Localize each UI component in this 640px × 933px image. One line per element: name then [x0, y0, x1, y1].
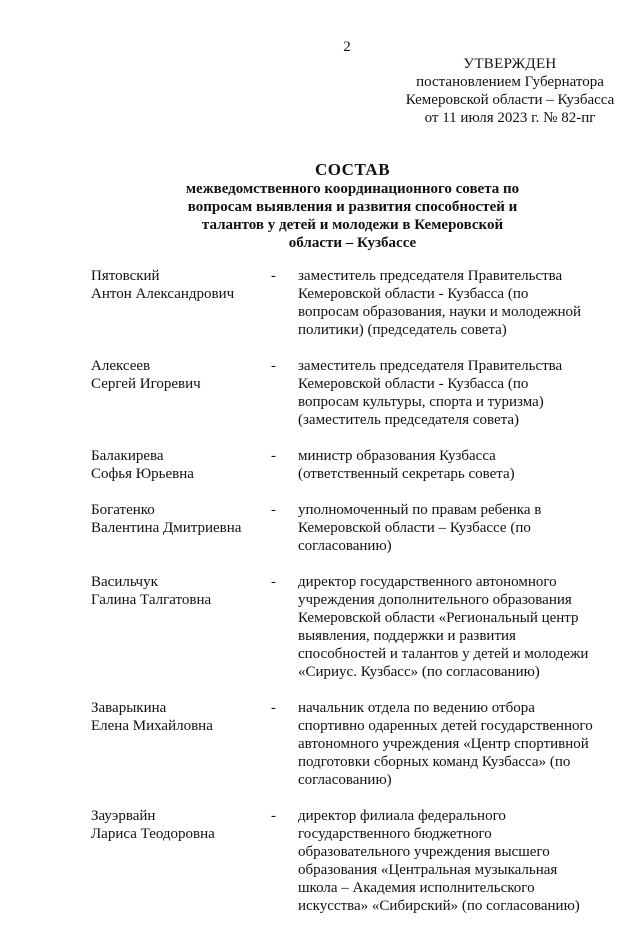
document-subtitle-line: вопросам выявления и развития способностей и — [187, 199, 518, 215]
member-dash: - — [271, 700, 276, 716]
member-role — [293, 447, 588, 483]
document-heading — [150, 160, 555, 252]
member-role-line: государственного бюджетного — [298, 826, 492, 842]
member-role-line: образовательного учреждения высшего — [298, 844, 550, 860]
member-role — [293, 501, 588, 555]
member-role-line: директор государственного автономного — [298, 574, 557, 590]
member-role-line: министр образования Кузбасса — [298, 448, 496, 464]
member-role-line: учреждения дополнительного образования — [298, 592, 572, 608]
member-role-line: согласованию) — [298, 772, 392, 788]
approval-line: постановлением Губернатора — [416, 74, 604, 90]
member-role-line: образования «Центральная музыкальная — [298, 862, 558, 878]
member-surname: Зауэрвайн — [91, 808, 156, 824]
member-given-name: Сергей Игоревич — [91, 376, 201, 392]
member-role-line: заместитель председателя Правительства — [298, 358, 563, 374]
member-role-line: Кемеровской области - Кузбасса (по — [298, 376, 529, 392]
member-role-line: искусства» «Сибирский» (по согласованию) — [298, 898, 580, 914]
member-role-line: политики) (председатель совета) — [298, 322, 507, 338]
member-given-name: Елена Михайловна — [91, 718, 213, 734]
page-number: 2 — [343, 39, 351, 55]
member-dash: - — [271, 502, 276, 518]
member-role — [293, 357, 588, 429]
member-surname: Пятовский — [91, 268, 160, 284]
member-role-line: (заместитель председателя совета) — [298, 412, 520, 428]
member-given-name: Антон Александрович — [91, 286, 235, 302]
member-entry — [91, 699, 611, 789]
member-role — [293, 573, 588, 681]
member-role-line: уполномоченный по правам ребенка в — [298, 502, 542, 518]
member-role-line: автономного учреждения «Центр спортивной — [298, 736, 589, 752]
member-entry — [91, 447, 611, 483]
member-entry — [91, 807, 611, 915]
approval-line: от 11 июля 2023 г. № 82-пг — [424, 110, 596, 126]
member-role-line: согласованию) — [298, 538, 392, 554]
member-role-line: школа – Академия исполнительского — [298, 880, 535, 896]
member-dash: - — [271, 448, 276, 464]
member-surname: Алексеев — [91, 358, 151, 374]
member-dash: - — [271, 268, 276, 284]
member-entry — [91, 501, 611, 555]
document-subtitle-line: талантов у детей и молодежи в Кемеровской — [201, 217, 504, 233]
member-role-line: Кемеровской области «Региональный центр — [298, 610, 579, 626]
member-role-line: директор филиала федерального — [298, 808, 506, 824]
member-role-line: спортивно одаренных детей государственного — [298, 718, 593, 734]
member-given-name: Софья Юрьевна — [91, 466, 194, 482]
members-list — [91, 267, 611, 933]
member-surname: Васильчук — [91, 574, 158, 590]
member-role-line: Кемеровской области - Кузбасса (по — [298, 286, 529, 302]
member-surname: Богатенко — [91, 502, 155, 518]
member-role — [293, 267, 588, 339]
member-given-name: Лариса Теодоровна — [91, 826, 215, 842]
member-surname: Заварыкина — [91, 700, 167, 716]
member-entry — [91, 573, 611, 681]
member-given-name: Валентина Дмитриевна — [91, 520, 242, 536]
member-role — [293, 699, 593, 789]
approval-title: УТВЕРЖДЕН — [463, 56, 557, 72]
member-entry — [91, 267, 611, 339]
member-name — [91, 573, 266, 681]
member-role-line: способностей и талантов у детей и молодежи — [298, 646, 589, 662]
approval-block — [360, 55, 640, 127]
member-name — [91, 447, 266, 483]
member-role — [293, 807, 588, 915]
document-subtitle-line: области – Кузбассе — [288, 235, 417, 251]
member-role-line: вопросам культуры, спорта и туризма) — [298, 394, 544, 410]
member-name — [91, 501, 266, 555]
document-title: СОСТАВ — [314, 160, 391, 179]
member-name — [91, 357, 266, 429]
member-dash: - — [271, 358, 276, 374]
member-role-line: вопросам образования, науки и молодежной — [298, 304, 582, 320]
member-dash: - — [271, 574, 276, 590]
member-role-line: начальник отдела по ведению отбора — [298, 700, 535, 716]
member-name — [91, 807, 266, 915]
member-entry — [91, 357, 611, 429]
member-name — [91, 699, 266, 789]
member-given-name: Галина Талгатовна — [91, 592, 212, 608]
member-role-line: подготовки сборных команд Кузбасса» (по — [298, 754, 571, 770]
member-role-line: Кемеровской области – Кузбассе (по — [298, 520, 531, 536]
member-surname: Балакирева — [91, 448, 164, 464]
document-subtitle-line: межведомственного координационного совета по — [185, 181, 520, 197]
member-role-line: «Сириус. Кузбасс» (по согласованию) — [298, 664, 540, 680]
member-role-line: (ответственный секретарь совета) — [298, 466, 515, 482]
member-dash: - — [271, 808, 276, 824]
member-role-line: заместитель председателя Правительства — [298, 268, 563, 284]
member-role-line: выявления, поддержки и развития — [298, 628, 516, 644]
approval-line: Кемеровской области – Кузбасса — [405, 92, 615, 108]
member-name — [91, 267, 266, 339]
